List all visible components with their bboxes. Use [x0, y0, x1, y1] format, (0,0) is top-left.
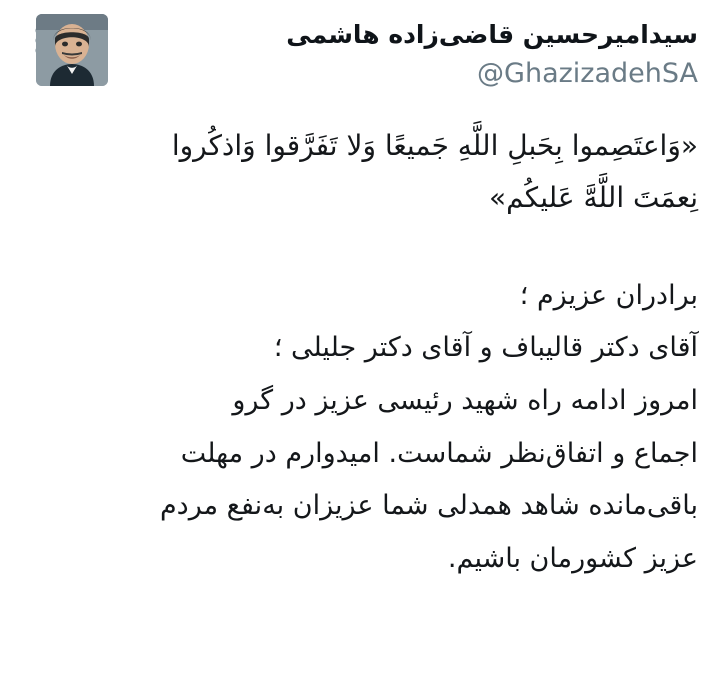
- author-block: [108, 14, 698, 92]
- tweet-text: [22, 120, 698, 585]
- quote-line: «وَاعتَصِموا بِحَبلِ اللَّهِ جَميعًا وَلا تَفَرَّقوا وَاذكُروا: [171, 129, 698, 162]
- paragraph-spacer: [22, 224, 698, 270]
- body-line: اجماع و اتفاق‌نظر شماست. امیدوارم در مهلت: [180, 437, 698, 469]
- avatar[interactable]: [36, 14, 108, 86]
- body-line: آقای دکتر قالیباف و آقای دکتر جلیلی ؛: [273, 332, 698, 364]
- body-line: برادران عزیزم ؛: [519, 279, 698, 311]
- quote-line: نِعمَتَ اللَّهَّ عَليكُم»: [488, 180, 698, 214]
- tweet-header: [22, 14, 698, 110]
- body-line: امروز ادامه راه شهید رئیسی عزیز در گرو: [232, 384, 698, 416]
- body-line: باقی‌مانده شاهد همدلی شما عزیزان به‌نفع مردم: [159, 490, 698, 522]
- body-line: عزیز کشورمان باشیم.: [447, 542, 698, 574]
- author-handle[interactable]: @GhazizadehSA: [477, 57, 698, 89]
- author-display-name: سیدامیرحسین قاضی‌زاده هاشمی: [286, 20, 698, 49]
